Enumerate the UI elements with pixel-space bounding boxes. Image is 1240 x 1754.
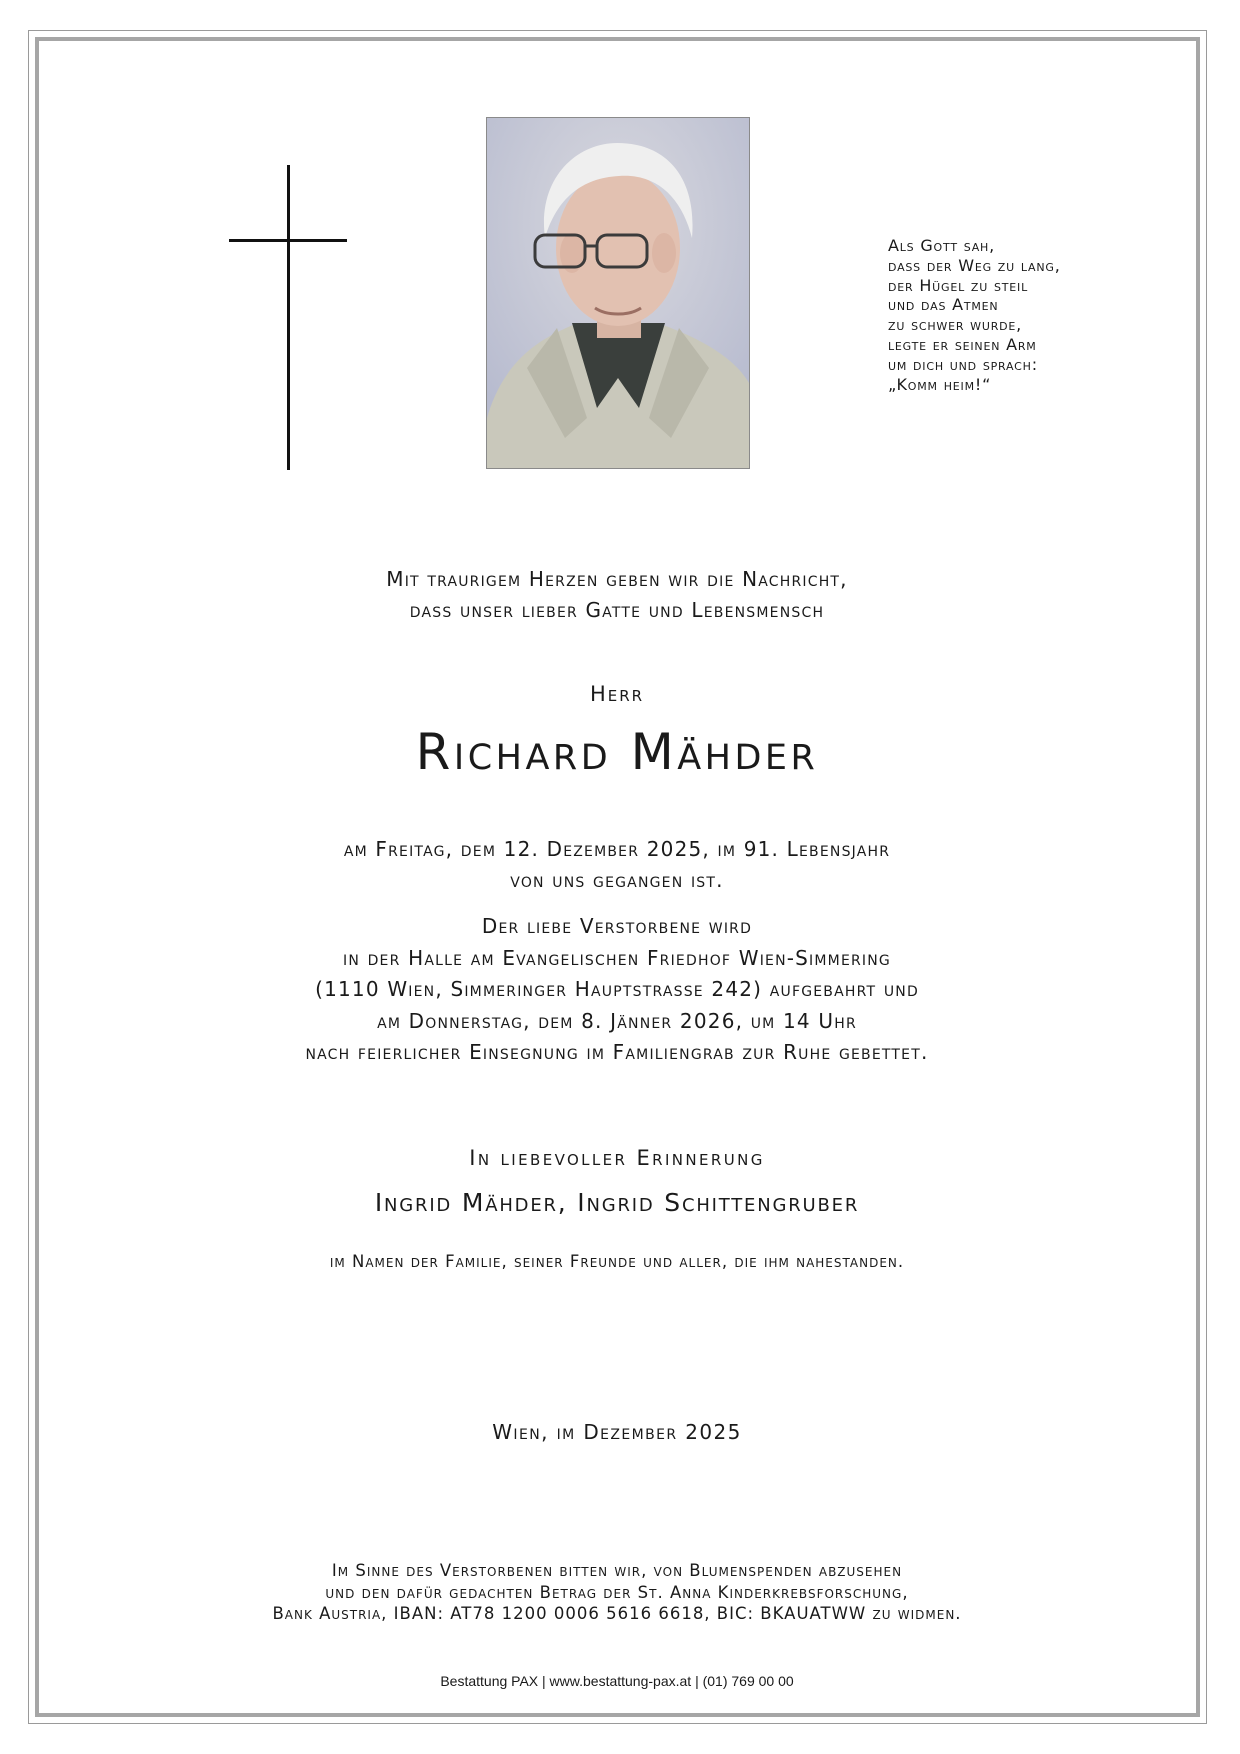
intro-line: Mit traurigem Herzen geben wir die Nachricht, [386, 567, 848, 591]
ceremony-line: (1110 Wien, Simmeringer Hauptstrasse 242) aufgebahrt und [315, 977, 919, 1001]
deceased-name: Richard Mähder [415, 723, 819, 781]
donation-line: Im Sinne des Verstorbenen bitten wir, von Blumenspenden abzusehen [331, 1561, 903, 1580]
intro-text [37, 564, 1197, 626]
death-notice [37, 834, 1197, 896]
poem-line: Als Gott sah, [888, 236, 995, 255]
ceremony-line: nach feierlicher Einsegnung im Familiengrab zur Ruhe gebettet. [305, 1040, 929, 1064]
poem-line: zu schwer wurde, [888, 315, 1023, 335]
ceremony-line: Der liebe Verstorbene wird [481, 914, 753, 938]
portrait-illustration [487, 118, 749, 468]
ceremony-line: am Donnerstag, dem 8. Jänner 2026, um 14 Uhr [377, 1008, 857, 1033]
deceased-title: Herr [589, 682, 645, 706]
place-date: Wien, im Dezember 2025 [492, 1420, 742, 1444]
cross-horizontal-bar [229, 239, 347, 242]
ceremony-details [37, 911, 1197, 1069]
donation-line: und den dafür gedachten Betrag der St. Anna Kinderkrebsforschung, [325, 1582, 909, 1602]
family-note: im Namen der Familie, seiner Freunde und aller, die ihm nahestanden. [329, 1252, 905, 1271]
donation-line: Bank Austria, IBAN: AT78 1200 0006 5616 6618, BIC: BKAUATWW zu widmen. [272, 1604, 962, 1623]
poem [888, 236, 1148, 394]
poem-line: um dich und sprach: [888, 354, 1038, 374]
poem-line: legte er seinen Arm [888, 334, 1037, 354]
death-line: von uns gegangen ist. [510, 868, 724, 892]
undertaker-footer: Bestattung PAX | www.bestattung-pax.at | (01) 769 00 00 [440, 1673, 794, 1689]
mourners-names: Ingrid Mähder, Ingrid Schittengruber [374, 1188, 860, 1217]
donation-request [37, 1560, 1197, 1625]
poem-line: „Komm heim!“ [888, 374, 992, 394]
memory-title: In liebevoller Erinnerung [469, 1146, 765, 1170]
poem-line: und das Atmen [888, 295, 999, 315]
poem-line: dass der Weg zu lang, [888, 255, 1061, 275]
intro-line: dass unser lieber Gatte und Lebensmensch [409, 598, 825, 622]
poem-line: der Hügel zu steil [888, 275, 1029, 295]
portrait-photo [486, 117, 750, 469]
cross-vertical-bar [287, 165, 290, 470]
ceremony-line: in der Halle am Evangelischen Friedhof Wien-Simmering [343, 945, 891, 970]
death-line: am Freitag, dem 12. Dezember 2025, im 91. Lebensjahr [343, 837, 891, 861]
